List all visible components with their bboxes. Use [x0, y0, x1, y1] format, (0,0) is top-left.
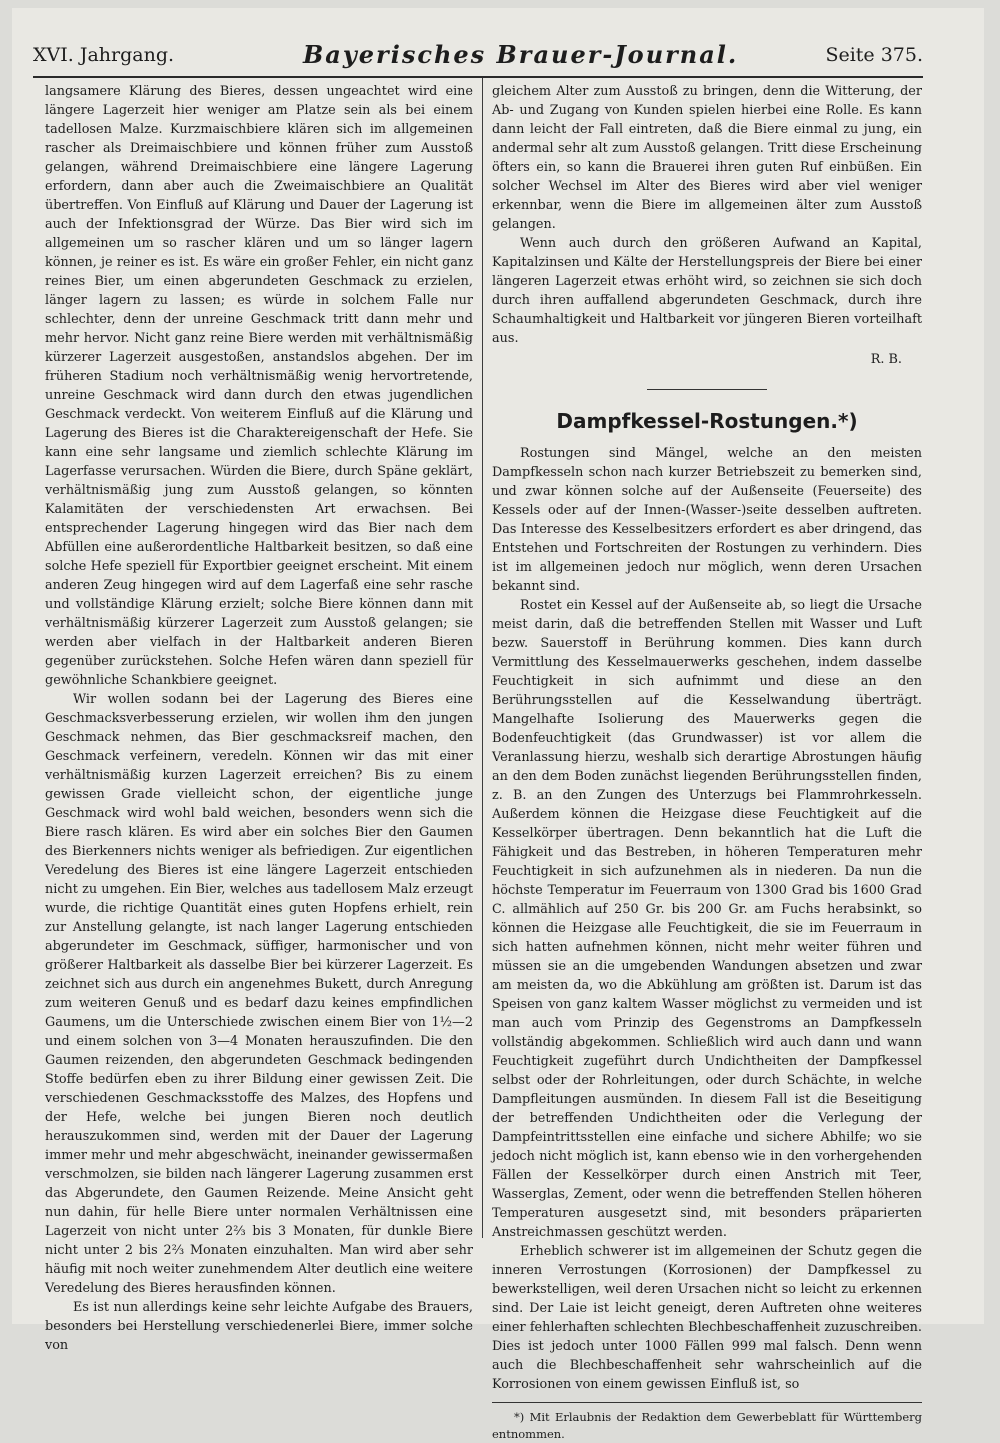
- right-column: [492, 82, 922, 1443]
- article-title: Dampfkessel-Rostungen.*): [556, 409, 858, 433]
- left-column: [45, 82, 473, 1355]
- paragraph: Rostungen sind Mängel, welche an den meisten Dampfkesseln schon nach kurzer Betriebszeit zu bemerken sind, und zwar können solche auf der Außenseite (Feuerseite) des Kessels oder auf der Innen-(Wasser-)seite desselben auftreten. Das Interesse des Kesselbesitzers erfordert es aber dringend, das Entstehen und Fortschreiten der Rostungen zu verhindern. Dies ist im allgemeinen jedoch nur möglich, wenn deren Ursachen bekannt sind.: [492, 446, 922, 594]
- page-number: Seite 375.: [825, 44, 923, 66]
- paragraph: Wir wollen sodann bei der Lagerung des Bieres eine Geschmacksverbesserung erzielen, wir wollen ihm den jungen Geschmack nehmen, das Bier geschmacksreif machen, den Geschmack verfeinern, veredeln. Können wir das mit einer verhältnismäßig kurzen Lagerzeit erreichen? Bis zu einem gewissen Grade vielleicht schon, der eigentliche junge Geschmack wird wohl bald weichen, besonders wenn sich die Biere rasch klären. Es wird aber ein solches Bier den Gaumen des Bierkenners nichts weniger als befriedigen. Zur eigentlichen Veredelung des Bieres ist eine längere Lagerzeit entschieden nicht zu umgehen. Ein Bier, welches aus tadellosem Malz erzeugt wurde, die richtige Quantität eines guten Hopfens erhielt, rein zur Anstellung gelangte, ist nach langer Lagerung entschieden abgerundeter im Geschmack, süffiger, harmonischer und von größerer Haltbarkeit als dasselbe Bier bei kürzerer Lagerzeit. Es zeichnet sich aus durch ein angenehmes Bukett, durch Anregung zum weiteren Genuß und es bedarf dazu keines empfindlichen Gaumens, um die Unterschiede zwischen einem Bier von 1½—2 und einem solchen von 3—4 Monaten herauszufinden. Die den Gaumen reizenden, den abgerundeten Geschmack bedingenden Stoffe bedürfen eben zu ihrer Bildung einer gewissen Zeit. Die verschiedenen Geschmacksstoffe des Malzes, des Hopfens und der Hefe, welche bei jungen Bieren noch deutlich herauszukommen sind, werden mit der Dauer der Lagerung immer mehr und mehr abgeschwächt, ineinander gewissermaßen verschmolzen, sie bilden nach längerer Lagerung zusammen erst das Abgerundete, den Gaumen Reizende. Meine Ansicht geht nun dahin, für helle Biere unter normalen Verhältnissen eine Lagerzeit von nicht unter 2⅔ bis 3 Monaten, für dunkle Biere nicht unter 2 bis 2⅔ Monaten einzuhalten. Man wird aber sehr häufig mit noch weiter zunehmendem Alter deutlich eine weitere Veredelung des Bieres herausfinden können.: [45, 692, 473, 1296]
- paragraph: gleichem Alter zum Ausstoß zu bringen, denn die Witterung, der Ab- und Zugang von Kunden spielen hierbei eine Rolle. Es kann dann leicht der Fall eintreten, daß die Biere einmal zu jung, ein andermal sehr alt zum Ausstoß gelangen. Tritt diese Erscheinung öfters ein, so kann die Brauerei ihren guten Ruf einbüßen. Ein solcher Wechsel im Alter des Bieres wird aber viel weniger erkennbar, wenn die Biere im allgemeinen älter zum Ausstoß gelangen.: [492, 84, 922, 232]
- footnote: *) Mit Erlaubnis der Redaktion dem Gewerbeblatt für Württemberg entnommen.: [492, 1410, 922, 1441]
- journal-title: Bayerisches Brauer-Journal.: [303, 40, 739, 69]
- header-rule: [33, 76, 923, 78]
- paragraph: Es ist nun allerdings keine sehr leichte Aufgabe des Brauers, besonders bei Herstellung verschiedenerlei Biere, immer solche von: [45, 1300, 473, 1353]
- paragraph: Wenn auch durch den größeren Aufwand an Kapital, Kapitalzinsen und Kälte der Herstellungspreis der Biere bei einer längeren Lagerzeit etwas erhöht wird, so zeichnen sie sich doch durch ihren auffallend abgerundeten Geschmack, durch ihre Schaumhaltigkeit und Haltbarkeit vor jüngeren Bieren vorteilhaft aus.: [492, 236, 922, 346]
- paragraph: langsamere Klärung des Bieres, dessen ungeachtet wird eine längere Lagerzeit hier weniger am Platze sein als bei einem tadellosen Malze. Kurzmaischbiere klären sich im allgemeinen rascher als Dreimaischbiere und können früher zum Ausstoß gelangen, während Dreimaischbiere eine längere Lagerung erfordern, dann aber auch die Zweimaischbiere an Qualität übertreffen. Von Einfluß auf Klärung und Dauer der Lagerung ist auch der Infektionsgrad der Würze. Das Bier wird sich im allgemeinen um so rascher klären und um so länger lagern können, je reiner es ist. Es wäre ein großer Fehler, ein nicht ganz reines Bier, um einen abgerundeten Geschmack zu erzielen, länger lagern zu lassen; es würde in solchem Falle nur schlechter, denn der unreine Geschmack tritt dann mehr und mehr hervor. Nicht ganz reine Biere werden mit verhältnismäßig kürzerer Lagerzeit ausgestoßen, anstandslos abgehen. Der im früheren Stadium noch verhältnismäßig wenig hervortretende, unreine Geschmack wird dann durch den etwas jugendlichen Geschmack verdeckt. Von weiterem Einfluß auf die Klärung und Lagerung des Bieres ist die Charaktereigenschaft der Hefe. Sie kann eine sehr langsame und ziemlich schlechte Klärung im Lagerfasse verursachen. Würden die Biere, durch Späne geklärt, verhältnismäßig jung zum Ausstoß gelangen, so könnten Kalamitäten der verschiedensten Art erwachsen. Bei entsprechender Lagerung hingegen wird das Bier nach dem Abfüllen eine außerordentliche Haltbarkeit besitzen, so daß eine solche Hefe speziell für Exportbier geeignet erscheint. Mit einem anderen Zeug hingegen wird auf dem Lagerfaß eine sehr rasche und vollständige Klärung erzielt; solche Biere können dann mit verhältnismäßig kürzerer Lagerzeit zum Ausstoß gelangen; sie werden aber vielfach in der Haltbarkeit anderen Bieren gegenüber zurückstehen. Solche Hefen wären dann speziell für gewöhnliche Schankbiere geeignet.: [45, 84, 473, 688]
- paragraph: Rostet ein Kessel auf der Außenseite ab, so liegt die Ursache meist darin, daß die betreffenden Stellen mit Wasser und Luft bezw. Sauerstoff in Berührung kommen. Dies kann durch Vermittlung des Kesselmauerwerks geschehen, indem dasselbe Feuchtigkeit in sich aufnimmt und diese an den Berührungsstellen auf die Kesselwandung überträgt. Mangelhafte Isolierung des Mauerwerks gegen die Bodenfeuchtigkeit (das Grundwasser) ist vor allem die Veranlassung hierzu, weshalb sich derartige Abrostungen häufig an den dem Boden zunächst liegenden Berührungsstellen finden, z. B. an den Zungen des Unterzugs bei Flammrohrkesseln. Außerdem können die Heizgase diese Feuchtigkeit auf die Kesselkörper übertragen. Denn bekanntlich hat die Luft die Fähigkeit und das Bestreben, in höheren Temperaturen mehr Feuchtigkeit in sich aufzunehmen als in niederen. Da nun die höchste Temperatur im Feuerraum von 1300 Grad bis 1600 Grad C. allmählich auf 250 Gr. bis 200 Gr. am Fuchs herabsinkt, so können die Heizgase alle Feuchtigkeit, die sie im Feuerraum in sich hatten aufnehmen können, nicht mehr weiter führen und müssen sie an die umgebenden Wandungen absetzen und zwar am meisten da, wo die Abkühlung am größten ist. Darum ist das Speisen von ganz kaltem Wasser möglichst zu vermeiden und ist man auch vom Prinzip des Gegenstroms an Dampfkesseln vollständig abgekommen. Schließlich wird auch dann und wann Feuchtigkeit zugeführt durch Undichtheiten der Dampfkessel selbst oder der Rohrleitungen, oder durch Schächte, in welche Dampfleitungen ausmünden. In diesem Fall ist die Beseitigung der betreffenden Undichtheiten oder die Verlegung der Dampfeintrittsstellen eine einfache und sichere Abhilfe; wo sie jedoch nicht möglich ist, kann ebenso wie in den vorhergehenden Fällen der Kesselkörper durch einen Anstrich mit Teer, Wasserglas, Zement, oder wenn die betreffenden Stellen höheren Temperaturen ausgesetzt sind, mit besonders präparierten Anstreichmassen geschützt werden.: [492, 598, 922, 1240]
- paragraph: Erheblich schwerer ist im allgemeinen der Schutz gegen die inneren Verrostungen (Korrosionen) der Dampfkessel zu bewerkstelligen, weil deren Ursachen nicht so leicht zu erkennen sind. Der Laie ist leicht geneigt, deren Auftreten ohne weiteres einer fehlerhaften schlechten Blechbeschaffenheit zuzuschreiben. Dies ist jedoch unter 1000 Fällen 999 mal falsch. Denn wenn auch die Blechbeschaffenheit sehr wahrscheinlich auf die Korrosionen von einem gewissen Einfluß ist, so: [492, 1244, 922, 1392]
- section-divider: [647, 389, 767, 390]
- page-header: [33, 40, 923, 70]
- column-divider: [482, 78, 483, 1238]
- author-signature: R. B.: [870, 352, 902, 367]
- volume-label: XVI. Jahrgang.: [33, 44, 175, 66]
- footnote-rule: [492, 1402, 922, 1403]
